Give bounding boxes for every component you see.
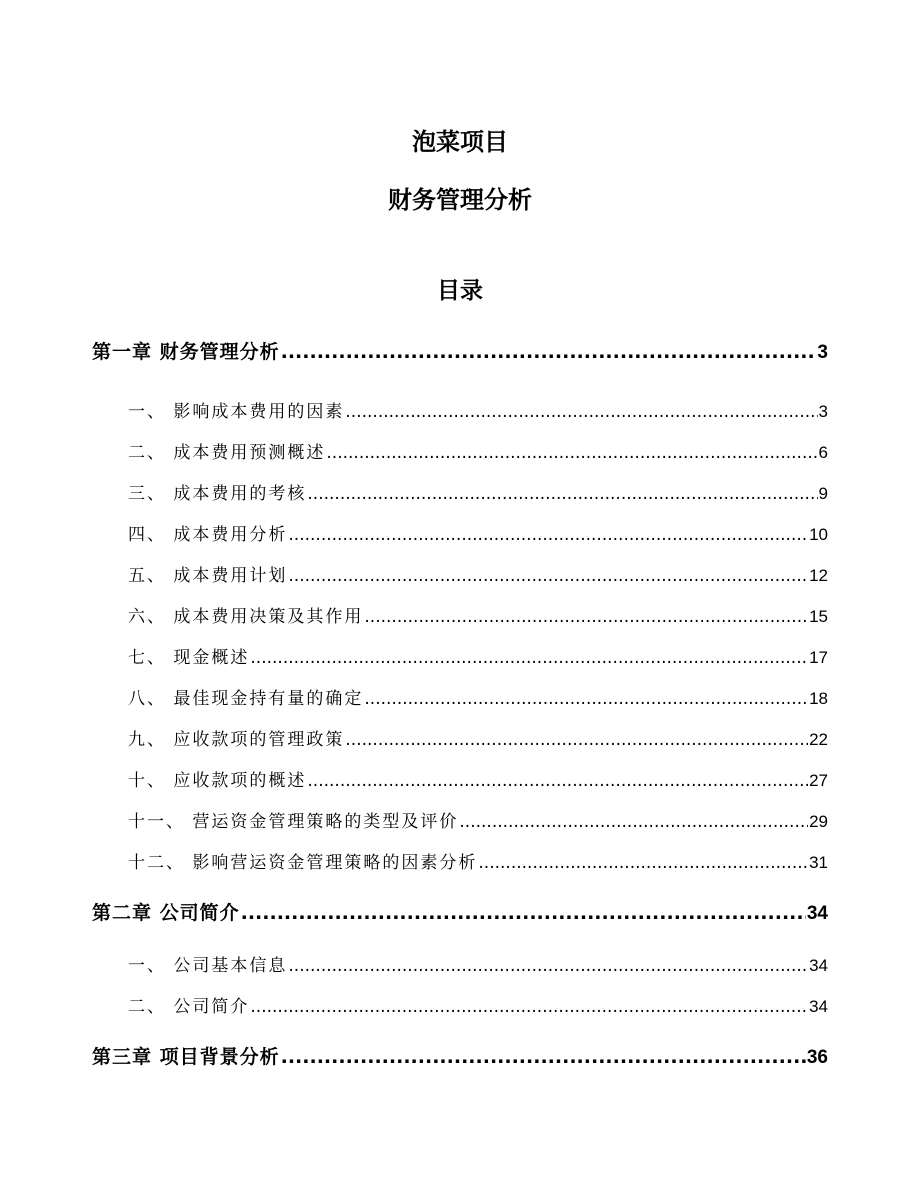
toc-dot-leader (250, 997, 808, 1017)
toc-entry-label: 十二、 影响营运资金管理策略的因素分析 (128, 853, 478, 873)
toc-dot-leader (307, 484, 817, 504)
toc-dot-leader (364, 607, 808, 627)
toc-dot-leader (307, 771, 808, 791)
toc-chapter-entry[interactable] (92, 337, 828, 361)
toc-section-entry[interactable] (128, 848, 828, 872)
toc-chapter-entry[interactable] (92, 1042, 828, 1066)
toc-chapter-entry[interactable] (92, 898, 828, 922)
toc-page-number: 36 (806, 1047, 828, 1068)
toc-section-entry[interactable] (128, 807, 828, 831)
toc-page-number: 12 (809, 566, 828, 585)
toc-entry-label: 十、 应收款项的概述 (128, 771, 307, 791)
toc-page-number: 6 (818, 443, 828, 462)
toc-section-entry[interactable] (128, 561, 828, 585)
toc-page-number: 10 (809, 525, 828, 544)
document-subtitle: 财务管理分析 (388, 186, 532, 214)
toc-dot-leader (459, 812, 808, 832)
toc-dot-leader (281, 341, 817, 363)
toc-section-entry[interactable] (128, 520, 828, 544)
toc-dot-leader (345, 402, 817, 422)
toc-entry-label: 二、 公司简介 (128, 997, 250, 1017)
toc-page-number: 3 (818, 402, 828, 421)
toc-entry-label: 第二章 公司简介 (92, 902, 240, 924)
toc-entry-label: 一、 公司基本信息 (128, 956, 288, 976)
toc-page-number: 18 (809, 689, 828, 708)
toc-section-entry[interactable] (128, 397, 828, 421)
toc-entry-label: 十一、 营运资金管理策略的类型及评价 (128, 812, 459, 832)
toc-dot-leader (241, 902, 806, 924)
toc-dot-leader (288, 566, 808, 586)
toc-page-number: 31 (809, 853, 828, 872)
toc-section-entry[interactable] (128, 766, 828, 790)
toc-page-number: 15 (809, 607, 828, 626)
toc-section-entry[interactable] (128, 643, 828, 667)
toc-section-entry[interactable] (128, 992, 828, 1016)
toc-section-entry[interactable] (128, 951, 828, 975)
toc-page-number: 22 (809, 730, 828, 749)
document-title: 泡菜项目 (412, 128, 508, 156)
toc-section-entry[interactable] (128, 725, 828, 749)
toc-page-number: 29 (809, 812, 828, 831)
toc-page-number: 3 (817, 342, 828, 363)
toc-entry-label: 二、 成本费用预测概述 (128, 443, 326, 463)
toc-entry-label: 四、 成本费用分析 (128, 525, 288, 545)
toc-dot-leader (345, 730, 808, 750)
toc-entry-label: 三、 成本费用的考核 (128, 484, 307, 504)
toc-entry-label: 五、 成本费用计划 (128, 566, 288, 586)
toc-entry-label: 八、 最佳现金持有量的确定 (128, 689, 364, 709)
toc-page-number: 27 (809, 771, 828, 790)
toc-page-number: 34 (809, 956, 828, 975)
toc-dot-leader (281, 1046, 806, 1068)
toc-section-entry[interactable] (128, 602, 828, 626)
toc-dot-leader (288, 956, 808, 976)
toc-section-entry[interactable] (128, 684, 828, 708)
toc-heading: 目录 (437, 278, 483, 304)
toc-dot-leader (250, 648, 808, 668)
toc-dot-leader (364, 689, 808, 709)
toc-entry-label: 一、 影响成本费用的因素 (128, 402, 345, 422)
toc-entry-label: 六、 成本费用决策及其作用 (128, 607, 364, 627)
toc-dot-leader (326, 443, 817, 463)
toc-entry-label: 第三章 项目背景分析 (92, 1046, 280, 1068)
toc-page-number: 9 (818, 484, 828, 503)
toc-dot-leader (478, 853, 808, 873)
toc-page-number: 17 (809, 648, 828, 667)
toc-dot-leader (288, 525, 808, 545)
toc-page-number: 34 (809, 997, 828, 1016)
toc-entry-label: 九、 应收款项的管理政策 (128, 730, 345, 750)
toc-section-entry[interactable] (128, 438, 828, 462)
toc-entry-label: 第一章 财务管理分析 (92, 341, 280, 363)
toc-section-entry[interactable] (128, 479, 828, 503)
toc-page-number: 34 (806, 903, 828, 924)
toc-entry-label: 七、 现金概述 (128, 648, 250, 668)
